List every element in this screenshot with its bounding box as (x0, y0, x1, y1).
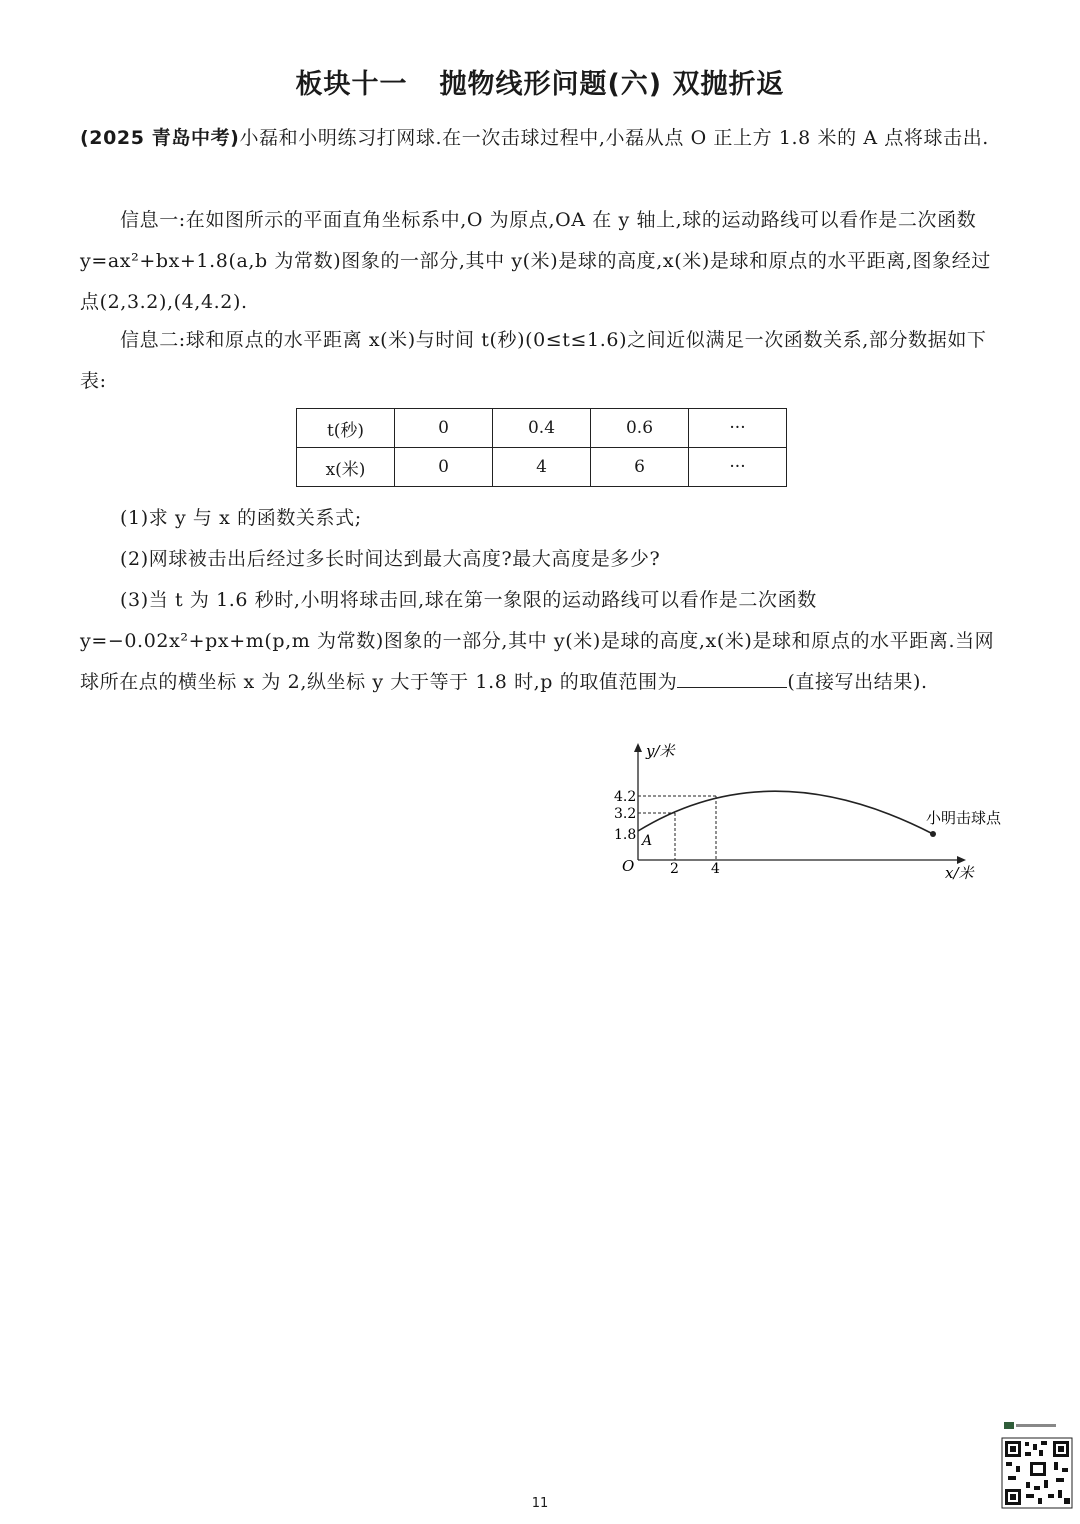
table-row (297, 448, 787, 487)
y-tick-label: 1.8 (614, 827, 637, 843)
question-3-tail: (直接写出结果). (787, 671, 928, 693)
qr-code-icon (998, 1422, 1076, 1518)
x-tick-label: 2 (670, 861, 679, 877)
data-table (296, 408, 787, 487)
y-tick-label: 4.2 (614, 789, 637, 805)
x-axis-label: x/米 (945, 864, 974, 882)
x-tick-label: 4 (711, 861, 720, 877)
y-tick-label: 3.2 (614, 806, 637, 822)
y-axis-arrow (634, 743, 642, 752)
page-title (0, 62, 1080, 101)
title-topic: 抛物线形问题(六) 双抛折返 (439, 69, 785, 100)
table-cell: 0 (395, 409, 493, 448)
title-section: 板块十一 (295, 69, 408, 100)
table-cell: 0 (395, 448, 493, 487)
table-cell: 6 (591, 448, 689, 487)
table-cell: x(米) (297, 448, 395, 487)
parabola-figure (600, 738, 1020, 888)
point-a-label: A (642, 833, 653, 849)
question-1: (1)求 y 与 x 的函数关系式; (120, 507, 362, 529)
hit-point-label: 小明击球点 (926, 809, 1002, 827)
table-cell: ··· (689, 448, 787, 487)
info-two: 信息二:球和原点的水平距离 x(米)与时间 t(秒)(0≤t≤1.6)之间近似满足一次函数关系,部分数据如下表: (80, 329, 987, 392)
table-cell: 0.6 (591, 409, 689, 448)
problem-intro (80, 118, 1010, 159)
table-cell: 4 (493, 448, 591, 487)
y-axis-label: y/米 (646, 742, 675, 760)
table-cell: t(秒) (297, 409, 395, 448)
table-row (297, 409, 787, 448)
page-number: 11 (531, 1496, 549, 1511)
hit-point-dot (930, 831, 936, 837)
ball-trajectory-curve (638, 791, 933, 834)
question-3-text: (3)当 t 为 1.6 秒时,小明将球击回,球在第一象限的运动路线可以看作是二次函数 y=−0.02x²+px+m(p,m 为常数)图象的一部分,其中 y(米)是球的高度,x(米)是球和原点的水平距离.当网球所在点的横坐标 x 为 2,纵坐标 y 大于等于 1.8 时,p 的取值范围为 (80, 589, 995, 693)
question-2: (2)网球被击出后经过多长时间达到最大高度?最大高度是多少? (120, 548, 661, 570)
origin-label: O (622, 857, 635, 875)
question-3 (80, 580, 1010, 703)
table-cell: ··· (689, 409, 787, 448)
problem-source: (2025 青岛中考) (80, 127, 240, 149)
answer-blank (677, 667, 787, 688)
table-cell: 0.4 (493, 409, 591, 448)
x-axis-arrow (957, 856, 966, 864)
info-one: 信息一:在如图所示的平面直角坐标系中,O 为原点,OA 在 y 轴上,球的运动路线可以看作是二次函数 y=ax²+bx+1.8(a,b 为常数)图象的一部分,其中 y(米)是球的高度,x(米)是球和原点的水平距离,图象经过点(2,3.2),(4,4.2). (80, 209, 991, 313)
problem-intro-text: 小磊和小明练习打网球.在一次击球过程中,小磊从点 O 正上方 1.8 米的 A 点将球击出. (239, 127, 989, 149)
